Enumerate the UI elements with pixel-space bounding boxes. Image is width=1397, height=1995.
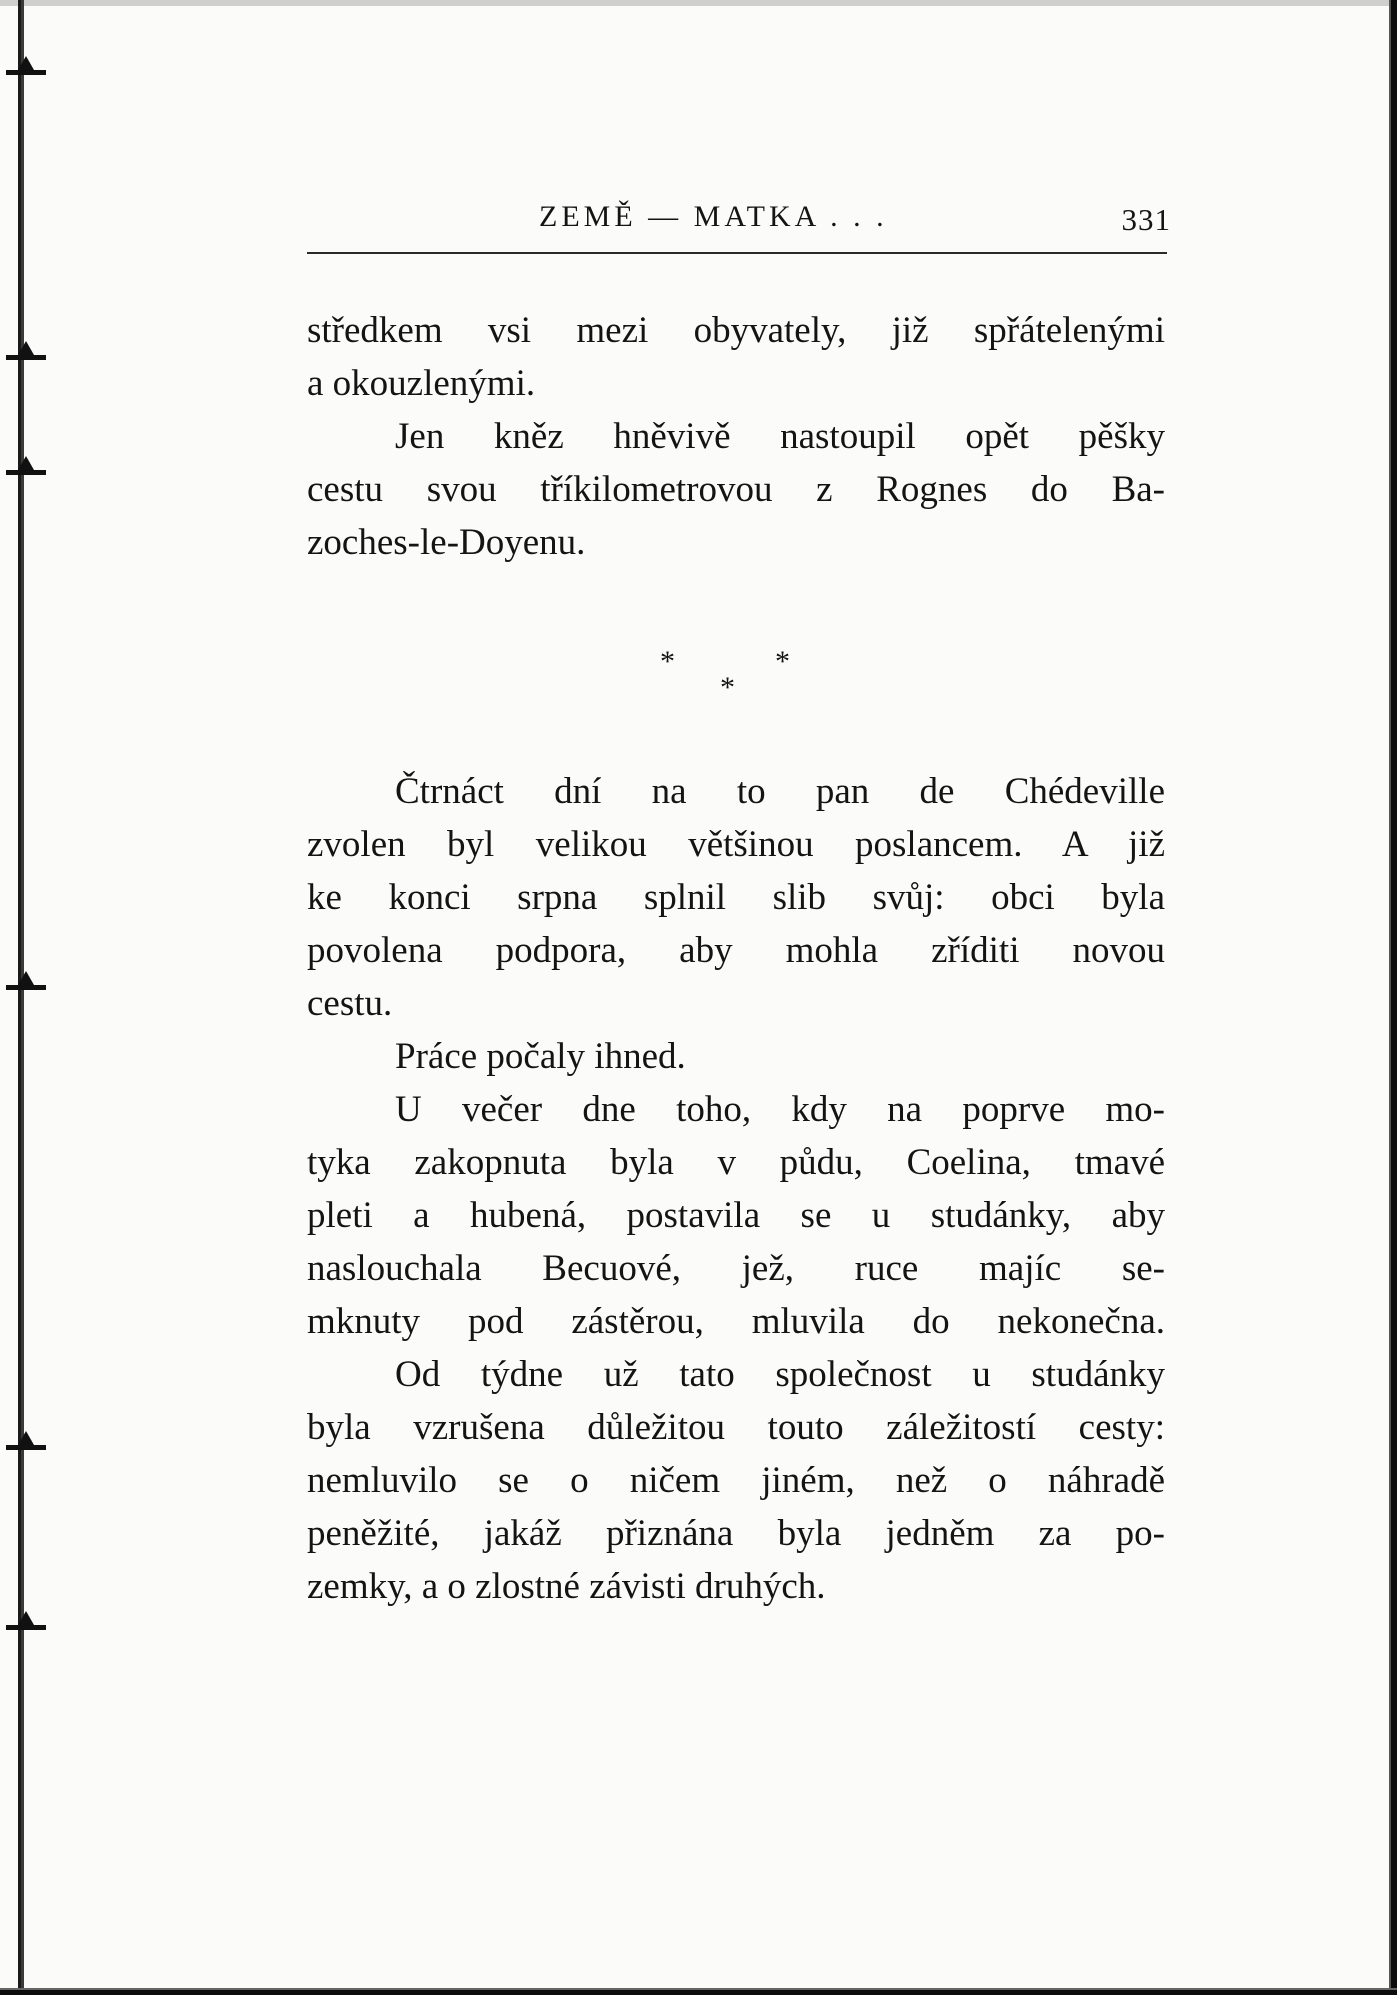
text-line: Od týdne už tato společnost u studánky	[395, 1354, 1165, 1395]
text-line: cestu svou tříkilometrovou z Rognes do Ba-	[307, 469, 1165, 510]
paragraph-block-1	[307, 304, 1165, 569]
asterisk: *	[775, 645, 790, 678]
binding-mark	[6, 70, 46, 75]
running-title: ZEMĚ — MATKA . . .	[539, 200, 888, 233]
text-line: cestu.	[307, 983, 393, 1024]
book-spine	[18, 0, 32, 1995]
binding-mark	[6, 470, 46, 475]
text-line: povolena podpora, aby mohla zříditi novou	[307, 930, 1165, 971]
page-top-edge	[0, 0, 1397, 6]
text-line: Práce počaly ihned.	[395, 1036, 686, 1077]
page-number: 331	[1121, 202, 1171, 237]
text-line: mknuty pod zástěrou, mluvila do nekonečna.	[307, 1301, 1165, 1342]
asterisk: *	[720, 671, 735, 704]
text-line: ke konci srpna splnil slib svůj: obci byla	[307, 877, 1165, 918]
text-line: zoches-le-Doyenu.	[307, 522, 586, 563]
header-rule	[307, 252, 1167, 254]
text-line: peněžité, jakáž přiznána byla jedněm za po-	[307, 1513, 1165, 1554]
section-separator	[650, 645, 820, 715]
text-line: a okouzlenými.	[307, 363, 536, 404]
text-line: středkem vsi mezi obyvately, již spřátelenými	[307, 310, 1165, 351]
page-right-edge	[1385, 0, 1397, 1995]
text-line: Jen kněz hněvivě nastoupil opět pěšky	[395, 416, 1165, 457]
binding-mark	[6, 1625, 46, 1630]
paragraph-block-2	[307, 765, 1165, 1613]
binding-mark	[6, 985, 46, 990]
text-line: pleti a hubená, postavila se u studánky, aby	[307, 1195, 1165, 1236]
text-line: zvolen byl velikou většinou poslancem. A již	[307, 824, 1165, 865]
text-line: zemky, a o zlostné závisti druhých.	[307, 1566, 826, 1607]
text-line: nemluvilo se o ničem jiném, než o náhradě	[307, 1460, 1165, 1501]
text-line: byla vzrušena důležitou touto záležitostí cesty:	[307, 1407, 1165, 1448]
text-line: U večer dne toho, kdy na poprve mo-	[395, 1089, 1165, 1130]
text-line: tyka zakopnuta byla v půdu, Coelina, tmavé	[307, 1142, 1165, 1183]
binding-mark	[6, 1445, 46, 1450]
text-line: Čtrnáct dní na to pan de Chédeville	[395, 771, 1165, 812]
asterisk: *	[660, 645, 675, 678]
text-line: naslouchala Becuové, jež, ruce majíc se-	[307, 1248, 1165, 1289]
running-header	[307, 200, 1177, 244]
page-bottom-edge	[0, 1983, 1397, 1995]
binding-mark	[6, 355, 46, 360]
